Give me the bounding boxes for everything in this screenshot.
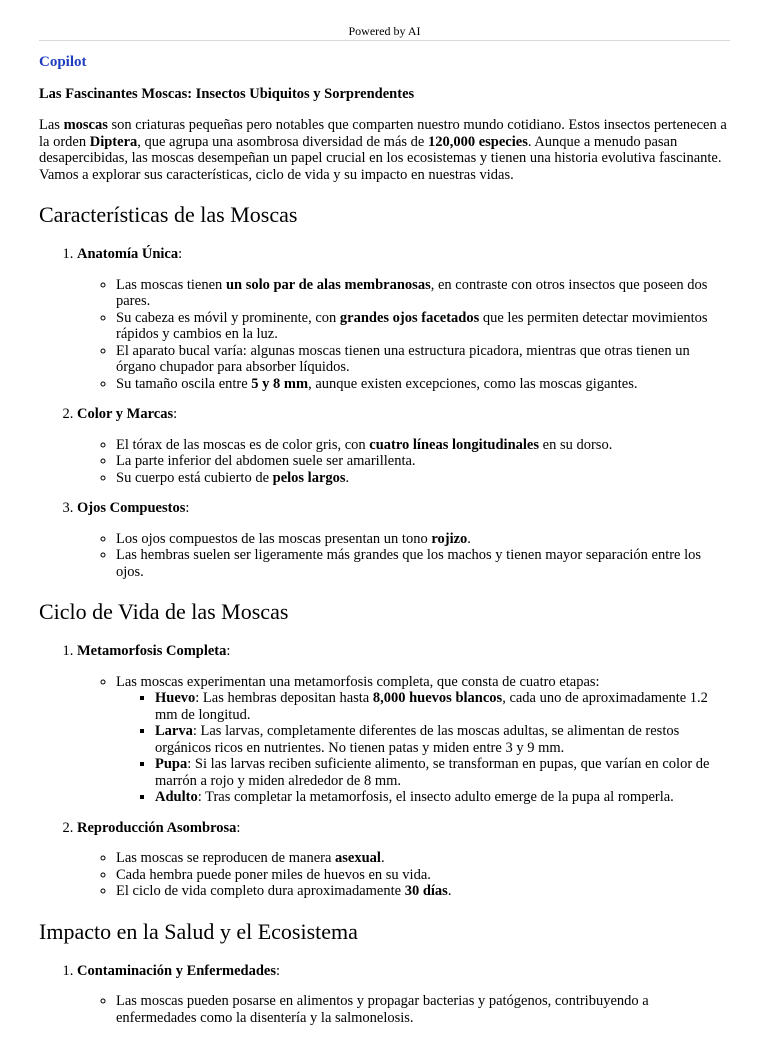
- bullet-list: [77, 993, 730, 1026]
- section-heading: Ciclo de Vida de las Moscas: [39, 599, 289, 624]
- bold-text: Diptera: [89, 133, 138, 150]
- bullet-list: [77, 437, 730, 487]
- sections-container: [39, 202, 730, 1026]
- bullet-item: ◦ Los ojos compuestos de las moscas presentan un tono rojizo.: [116, 531, 730, 548]
- document-content: [39, 53, 730, 1040]
- bullet-item: ◦ Las moscas se reproducen de manera asexual.: [116, 850, 730, 867]
- bullet-item: ◦ El aparato bucal varía: algunas moscas tienen una estructura picadora, mientras que otras tienen un órgano chupador para absorber líquidos.: [116, 343, 730, 376]
- bullet-item: ◦ Las hembras suelen ser ligeramente más grandes que los machos y tienen mayor separación entre los ojos.: [116, 547, 730, 580]
- bullet-item: ◦ Cada hembra puede poner miles de huevos en su vida.: [116, 867, 730, 884]
- bold-text: cuatro líneas longitudinales: [369, 436, 540, 453]
- intro-paragraph: Las moscas son criaturas pequeñas pero notables que comparten nuestro mundo cotidiano. Estos insectos pertenecen a la orden Diptera, que agrupa una asombrosa diversidad de más de 120,000 especies. Aunque a menudo pasan desapercibidas, las moscas desempeñan un papel crucial en los ecosistemas y tienen una historia evolutiva fascinante. Vamos a explorar sus características, ciclo de vida y su impacto en nuestras vidas.: [39, 117, 727, 183]
- bold-text: Larva: [155, 723, 193, 739]
- item-title-text: Color y Marcas: [77, 406, 174, 422]
- numbered-item: [77, 246, 730, 392]
- bold-text: un solo par de alas membranosas: [225, 276, 431, 293]
- bold-text: asexual: [335, 850, 381, 866]
- numbered-list: [39, 643, 730, 900]
- bold-text: 5 y 8 mm: [251, 375, 309, 392]
- bold-text: pelos largos: [272, 469, 346, 486]
- bold-text: rojizo: [431, 530, 468, 547]
- bold-text: grandes ojos facetados: [339, 309, 480, 326]
- bold-text: moscas: [63, 117, 108, 133]
- item-title: 1. Contaminación y Enfermedades:: [77, 962, 281, 979]
- item-title-text: Anatomía Única: [77, 246, 179, 262]
- bold-text: Pupa: [155, 756, 188, 772]
- bullet-item: ◦ Las moscas experimentan una metamorfosis completa, que consta de cuatro etapas: ▪ Huevo: Las hembras depositan hasta 8,000 huevos blancos, cada uno de aproximadamente 1.2 mm de longitud. ▪ Larva: Las larvas, completamente diferentes de las moscas adultas, se alimentan de restos orgánicos ricos en nutrientes. No tienen patas y miden entre 3 y 9 mm. ▪ Pupa: Si las larvas reciben suficiente alimento, se transforman en pupas, que varían en color de marrón a rojo y miden alrededor de 8 mm. ▪ Adulto: Tras completar la metamorfosis, el insecto adulto emerge de la pupa al romperla.: [116, 674, 730, 806]
- bullet-list: [77, 850, 730, 900]
- bullet-list: [77, 674, 730, 806]
- bullet-item: ◦ Las moscas pueden posarse en alimentos y propagar bacterias y patógenos, contribuyendo a enfermedades como la disentería y la salmonelosis.: [116, 993, 730, 1026]
- bold-text: 8,000 huevos blancos: [372, 690, 503, 706]
- bold-text: Huevo: [155, 690, 196, 706]
- bold-text: Adulto: [155, 789, 198, 805]
- bullet-item: ◦ El ciclo de vida completo dura aproximadamente 30 días.: [116, 883, 730, 900]
- item-title-text: Ojos Compuestos: [77, 500, 186, 516]
- section-heading: Impacto en la Salud y el Ecosistema: [39, 918, 358, 944]
- numbered-list: [39, 246, 730, 580]
- item-title-text: Reproducción Asombrosa: [77, 819, 237, 836]
- bullet-item: ◦ Las moscas tienen un solo par de alas membranosas, en contraste con otros insectos que poseen dos pares.: [116, 277, 730, 310]
- item-title-text: Contaminación y Enfermedades: [77, 962, 276, 979]
- copilot-brand: Copilot: [39, 54, 87, 70]
- powered-by-label: Powered by AI: [39, 24, 730, 41]
- sub-bullet-item: ▪ Pupa: Si las larvas reciben suficiente alimento, se transforman en pupas, que varían en color de marrón a rojo y miden alrededor de 8 mm.: [155, 756, 730, 789]
- numbered-item: [77, 820, 730, 900]
- bullet-item: ◦ La parte inferior del abdomen suele ser amarillenta.: [116, 453, 730, 470]
- bullet-item: ◦ Su tamaño oscila entre 5 y 8 mm, aunque existen excepciones, como las moscas gigantes.: [116, 376, 730, 393]
- item-title: 3. Ojos Compuestos:: [77, 500, 190, 516]
- item-title: 2. Reproducción Asombrosa:: [77, 819, 241, 836]
- item-title-text: Metamorfosis Completa: [77, 643, 227, 659]
- numbered-item: [77, 406, 730, 486]
- bullet-item: ◦ Su cuerpo está cubierto de pelos largos.: [116, 470, 730, 487]
- sub-bullet-item: ▪ Huevo: Las hembras depositan hasta 8,000 huevos blancos, cada uno de aproximadamente 1.2 mm de longitud.: [155, 690, 730, 723]
- item-title: 1. Metamorfosis Completa:: [77, 643, 231, 659]
- item-title: 1. Anatomía Única:: [77, 246, 183, 262]
- sub-bullet-item: ▪ Larva: Las larvas, completamente diferentes de las moscas adultas, se alimentan de restos orgánicos ricos en nutrientes. No tienen patas y miden entre 3 y 9 mm.: [155, 723, 730, 756]
- bullet-list: [77, 277, 730, 393]
- sub-bullet-item: ▪ Adulto: Tras completar la metamorfosis, el insecto adulto emerge de la pupa al romperla.: [155, 789, 730, 806]
- numbered-item: [77, 643, 730, 806]
- numbered-item: [77, 500, 730, 580]
- bullet-item: ◦ El tórax de las moscas es de color gris, con cuatro líneas longitudinales en su dorso.: [116, 437, 730, 454]
- item-title: 2. Color y Marcas:: [77, 406, 178, 422]
- bullet-list: [77, 531, 730, 581]
- bold-text: 120,000 especies: [427, 133, 528, 150]
- bold-text: 30 días: [404, 883, 448, 899]
- document-title: Las Fascinantes Moscas: Insectos Ubiquitos y Sorprendentes: [39, 86, 415, 102]
- sub-bullet-list: [116, 690, 730, 806]
- bullet-item: ◦ Su cabeza es móvil y prominente, con grandes ojos facetados que les permiten detectar movimientos rápidos y cambios en la luz.: [116, 310, 730, 343]
- numbered-list: [39, 963, 730, 1027]
- section-heading: Características de las Moscas: [39, 202, 298, 227]
- numbered-item: [77, 963, 730, 1027]
